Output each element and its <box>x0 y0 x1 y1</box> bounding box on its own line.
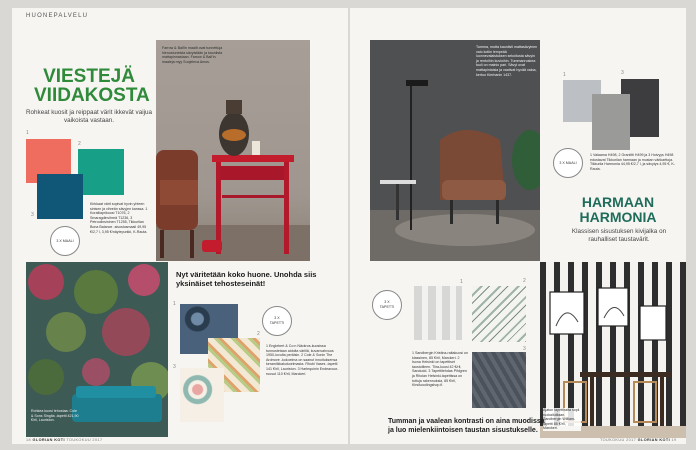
wallpaper-caption-2: 1 Englebert & Co:n Näckros-kuosissa tunnustetaan aidolta värillä, kuvanvahvuus 1950-luvulta peräisin. 2 Cole & Sonin The Ardmore -kokoelma on saanut innoituksensa keramiikkakokoelmasta. Rhubi Vases -tapetti 141 €/rll, Lauriston. 3 Harlequinin Endeavour-ruusut 110 €/rll, Marckeri. <box>266 344 339 376</box>
rwp-number-1: 1 <box>460 279 463 285</box>
wp-number-1: 1 <box>173 301 176 307</box>
rwp-number-3: 3 <box>523 346 526 352</box>
dining-photo <box>540 262 686 438</box>
dining-caption: Ajaton tapettiraita sopii ruokailutilaan. Sandbergin William-tapetti 85 €/rll, Marckeri. <box>543 408 580 431</box>
title-line-2: VIIDAKOSTA <box>34 85 150 106</box>
grey-number-1: 1 <box>563 72 566 78</box>
swatch-number-3: 3 <box>31 212 34 218</box>
footer-issue: TOUKOKUU 2017 <box>66 438 103 442</box>
badge-wallpaper-right <box>372 290 402 320</box>
room-caption: Farrow & Ball'in maalit ovat tunnettuja hienostuneista sävyistään ja kauniista mattapinnastaan. Farrow & Ball'in maaleja myy Suojeleva Amos. <box>162 46 223 64</box>
wallpaper-swatch-helsinki <box>472 352 526 408</box>
footer-brand: GLORIAN KOTI <box>32 438 65 442</box>
room-photo <box>156 40 310 261</box>
swatch-mid-grey <box>592 94 630 150</box>
grey-number-3: 3 <box>621 70 624 76</box>
wp-number-3: 3 <box>173 364 176 370</box>
badge-paint-label: 3 X MAALI <box>56 238 74 243</box>
section-2-heading: Nyt väritetään koko huone. Unohda siis yksinäiset tehosteseinät! <box>176 270 317 288</box>
chair-photo <box>370 40 540 261</box>
chair-caption: Tumma, mutta kauniisti mattasävyinen valo kotiin lempeää luonnevalaistuksen sekoitusta sävyin ja rentoihin kuvioihin. Tummanruskea tuoli on mainio pari. Sävyt ovat mattapintaisia ja vaativat hyvää valoa, kertoo Kierhanin 1437. <box>476 45 538 77</box>
swatch-petrol <box>37 174 83 219</box>
title-harmonia: HARMONIA <box>579 209 657 225</box>
jungle-wallpaper-photo <box>26 262 168 437</box>
footer-issue-right: TOUKOKUU 2017 <box>600 438 637 442</box>
grey-swatch-caption: 1 Valaama H498, 2 Graniitti H499 ja 3 Hoivyys H498 edustavat Tikkurilan harmaan ja mustan värikarttoja. Tikkurila Harmonia 44,95 €/2,7 l, ja sävytys 4,95 €, K-Rauta. <box>590 153 675 171</box>
badge-wallpaper <box>262 306 292 336</box>
section-label: HUONEPALVELU <box>26 13 89 19</box>
footer-left <box>26 438 102 442</box>
room-illustration <box>156 40 310 261</box>
footer-page-number: 18 <box>26 438 32 442</box>
grey-subtitle: Klassisen sisustuksen kivijalka on rauhalliset taustavärit. <box>571 228 667 243</box>
badge-paint <box>50 226 80 256</box>
badge-paint-right <box>553 148 583 178</box>
title-harmaan: HARMAAN <box>581 194 655 210</box>
right-wallpaper-caption: 1 Sandbergin Kristina-raitakuosi on klassinen, 85 €/rll, Marckeri. 2 Isona Helsinki on tapettiset taustoilleen. Tiira-kuosi 42 €/rll, Sandudd. 3 Tapettitehdas Pihlgren ja Ritolan Helsinki-tapettissa on tuttuja rakennuksia, 85 €/rll, Kirsikoodingshop.fi. <box>412 351 468 388</box>
left-page <box>12 8 348 444</box>
wallpaper-swatch-stripes <box>414 286 462 340</box>
footer-brand-right: GLORIAN KOTI <box>637 438 671 442</box>
wallpaper-swatch-birds <box>472 286 526 342</box>
swatch-number-1: 1 <box>26 130 29 136</box>
swatch-emerald <box>78 149 124 195</box>
wp-number-2: 2 <box>257 331 260 337</box>
rwp-number-2: 2 <box>523 278 526 284</box>
badge-paint-right-label: 3 X MAALI <box>559 160 577 165</box>
subtitle: Rohkeat kuosit ja reippaat värit ikkevät vaijua vaikoista vastaan. <box>26 109 153 124</box>
footer-page-number-right: 19 <box>671 438 677 442</box>
right-page <box>350 8 686 444</box>
swatch-number-2: 2 <box>78 141 81 147</box>
wallpaper-swatch-roses <box>180 368 224 422</box>
badge-wallpaper-label: 3 X TAPETTI <box>269 316 285 325</box>
swatch-caption: Kirkkaat värit sopivat hyvin yhteen sinisen ja vihreän sävyjen kanssa. 1 Koralliaprikoosi T1076, 2 Smaragdinvihreä T1236, 3 Petroolinsininen T1255, Tikkurilan Bona Balance -sisustusmaali 49,95 €/2,7 l, 3,95 €/näytepurkki, K-Rauta. <box>90 202 148 234</box>
wallpaper-caption: Rohkea kuosi tehostaa: Cole & Sons Singita -tapetti 421,90 €/rll, Lauriston. <box>31 409 79 423</box>
title-line-1: VIESTEJÄ <box>43 66 135 87</box>
footer-right <box>600 438 677 442</box>
badge-wallpaper-right-label: 3 X TAPETTI <box>379 300 395 309</box>
closing-heading: Tumman ja vaalean kontrasti on aina muodissa ja luo mielenkiintoisen taustan sisustukselle. <box>388 418 545 434</box>
